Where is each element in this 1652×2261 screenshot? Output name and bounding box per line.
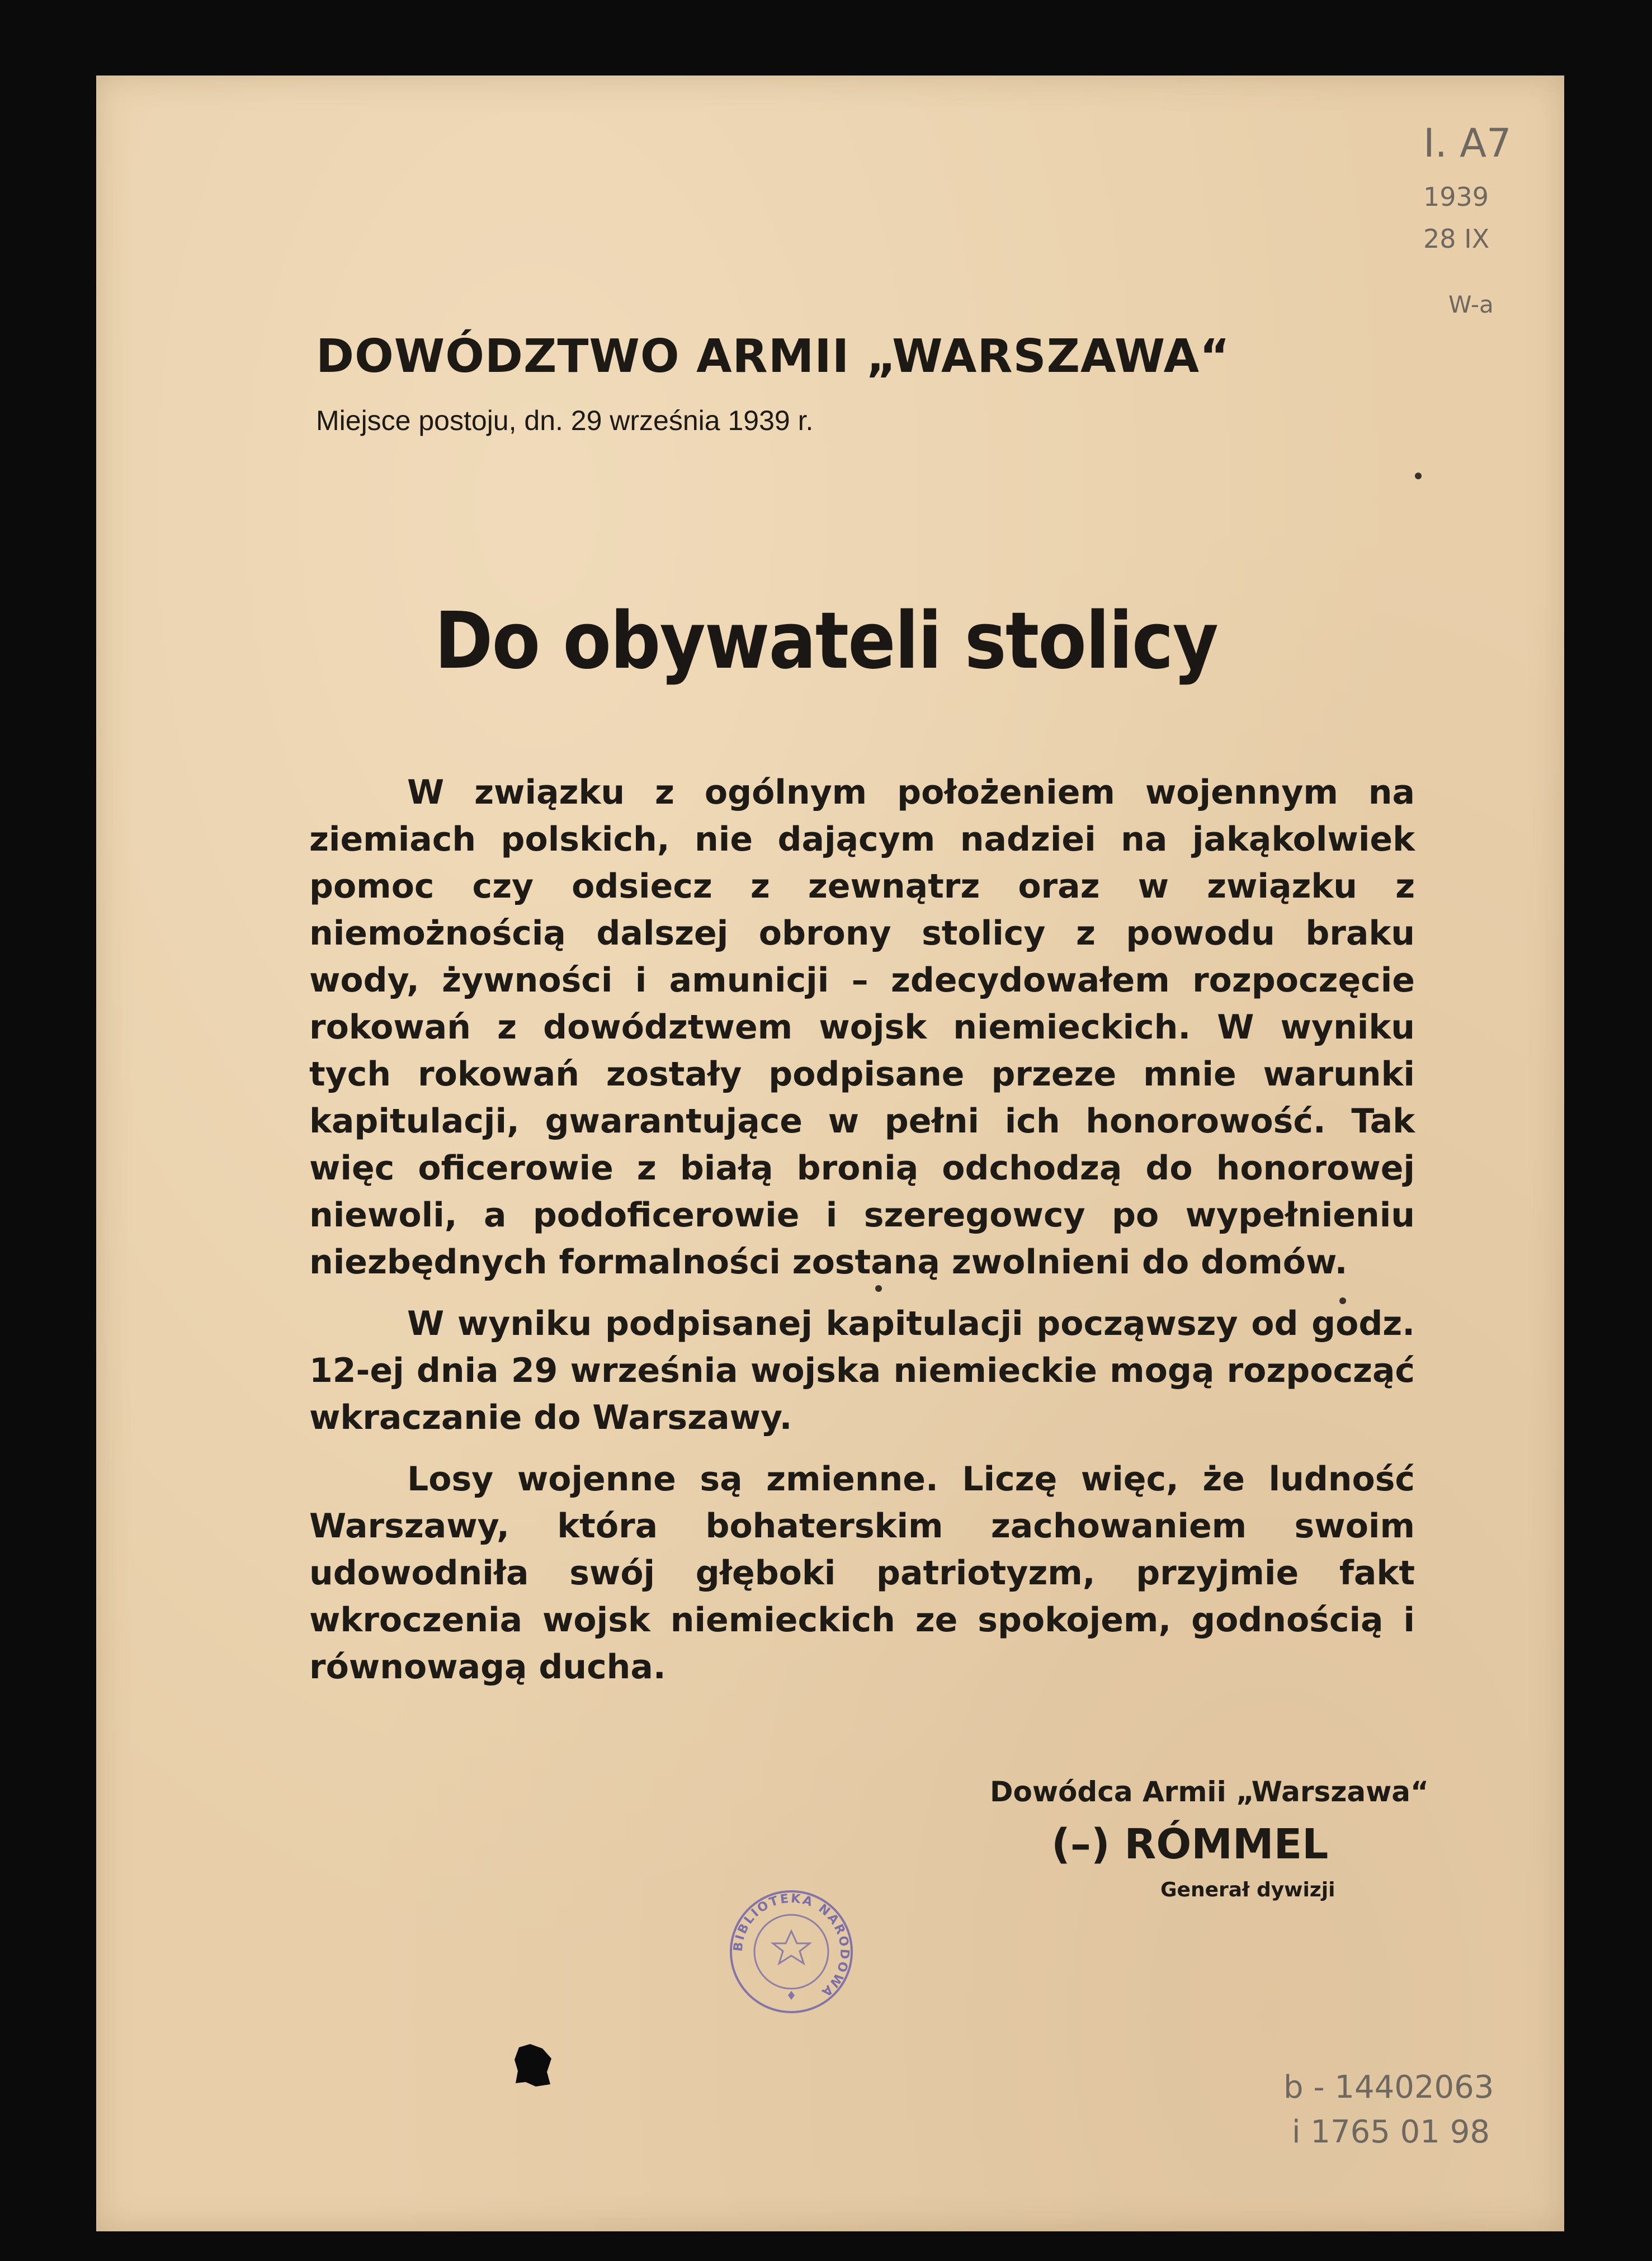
ink-speck <box>875 1285 882 1292</box>
paragraph-1: W związku z ogólnym położeniem wojennym na ziemiach polskich, nie dającym nadziei na jakąkolwiek pomoc czy odsiecz z zewnątrz oraz w związku z niemożnością dalszej obrony stolicy z powodu braku wody, żywności i amunicji – zdecydowałem rozpoczęcie rokowań z dowództwem wojsk niemieckich. W wyniku tych rokowań zostały podpisane przeze mnie warunki kapitulacji, gwarantujące w pełni ich honorowość. Tak więc oficerowie z białą bronią odchodzą do honorowej niewoli, a podoficerowie i szeregowcy po wypełnieniu niezbędnych formalności zostaną zwolnieni do domów. <box>309 773 1415 1282</box>
proclamation-body <box>309 769 1415 1705</box>
poster-title: Do obywateli stolicy <box>434 596 1218 687</box>
signature-block <box>990 1776 1429 1901</box>
stamp-text: BIBLIOTEKA NARODOWA <box>731 1891 852 2000</box>
signatory-name: (–) RÓMMEL <box>1051 1820 1329 1868</box>
issuing-command: DOWÓDZTWO ARMII „WARSZAWA“ <box>316 330 1230 383</box>
paragraph-3: Losy wojenne są zmienne. Liczę więc, że ludność Warszawy, która bohaterskim zachowaniem swoim udowodniła swój głęboki patriotyzm, przyjmie fakt wkroczenia wojsk niemieckich ze spokojem, godnością i równowagą ducha. <box>309 1460 1415 1687</box>
archive-mark-inventory-1: b - 14402063 <box>1283 2069 1494 2106</box>
ink-speck <box>1415 473 1422 479</box>
archive-mark-date: 28 IX <box>1423 224 1490 254</box>
signatory-role: Dowódca Armii „Warszawa“ <box>990 1776 1429 1808</box>
archive-mark-location: W-a <box>1448 291 1494 318</box>
place-and-date: Miejsce postoju, dn. 29 września 1939 r. <box>316 405 814 436</box>
archive-mark-year: 1939 <box>1423 182 1489 212</box>
ink-speck <box>1339 1297 1346 1304</box>
library-stamp-icon <box>727 1887 856 2016</box>
signatory-rank: Generał dywizji <box>1160 1878 1335 1901</box>
paper-damage-mark <box>513 2043 554 2088</box>
poster-header <box>316 330 1230 437</box>
paragraph-2: W wyniku podpisanej kapitulacji począwszy od godz. 12-ej dnia 29 września wojska niemieckie mogą rozpocząć wkraczanie do Warszawy. <box>309 1304 1415 1437</box>
archive-mark-signature: I. A7 <box>1423 120 1512 166</box>
archive-mark-inventory-2: i 1765 01 98 <box>1292 2114 1490 2150</box>
